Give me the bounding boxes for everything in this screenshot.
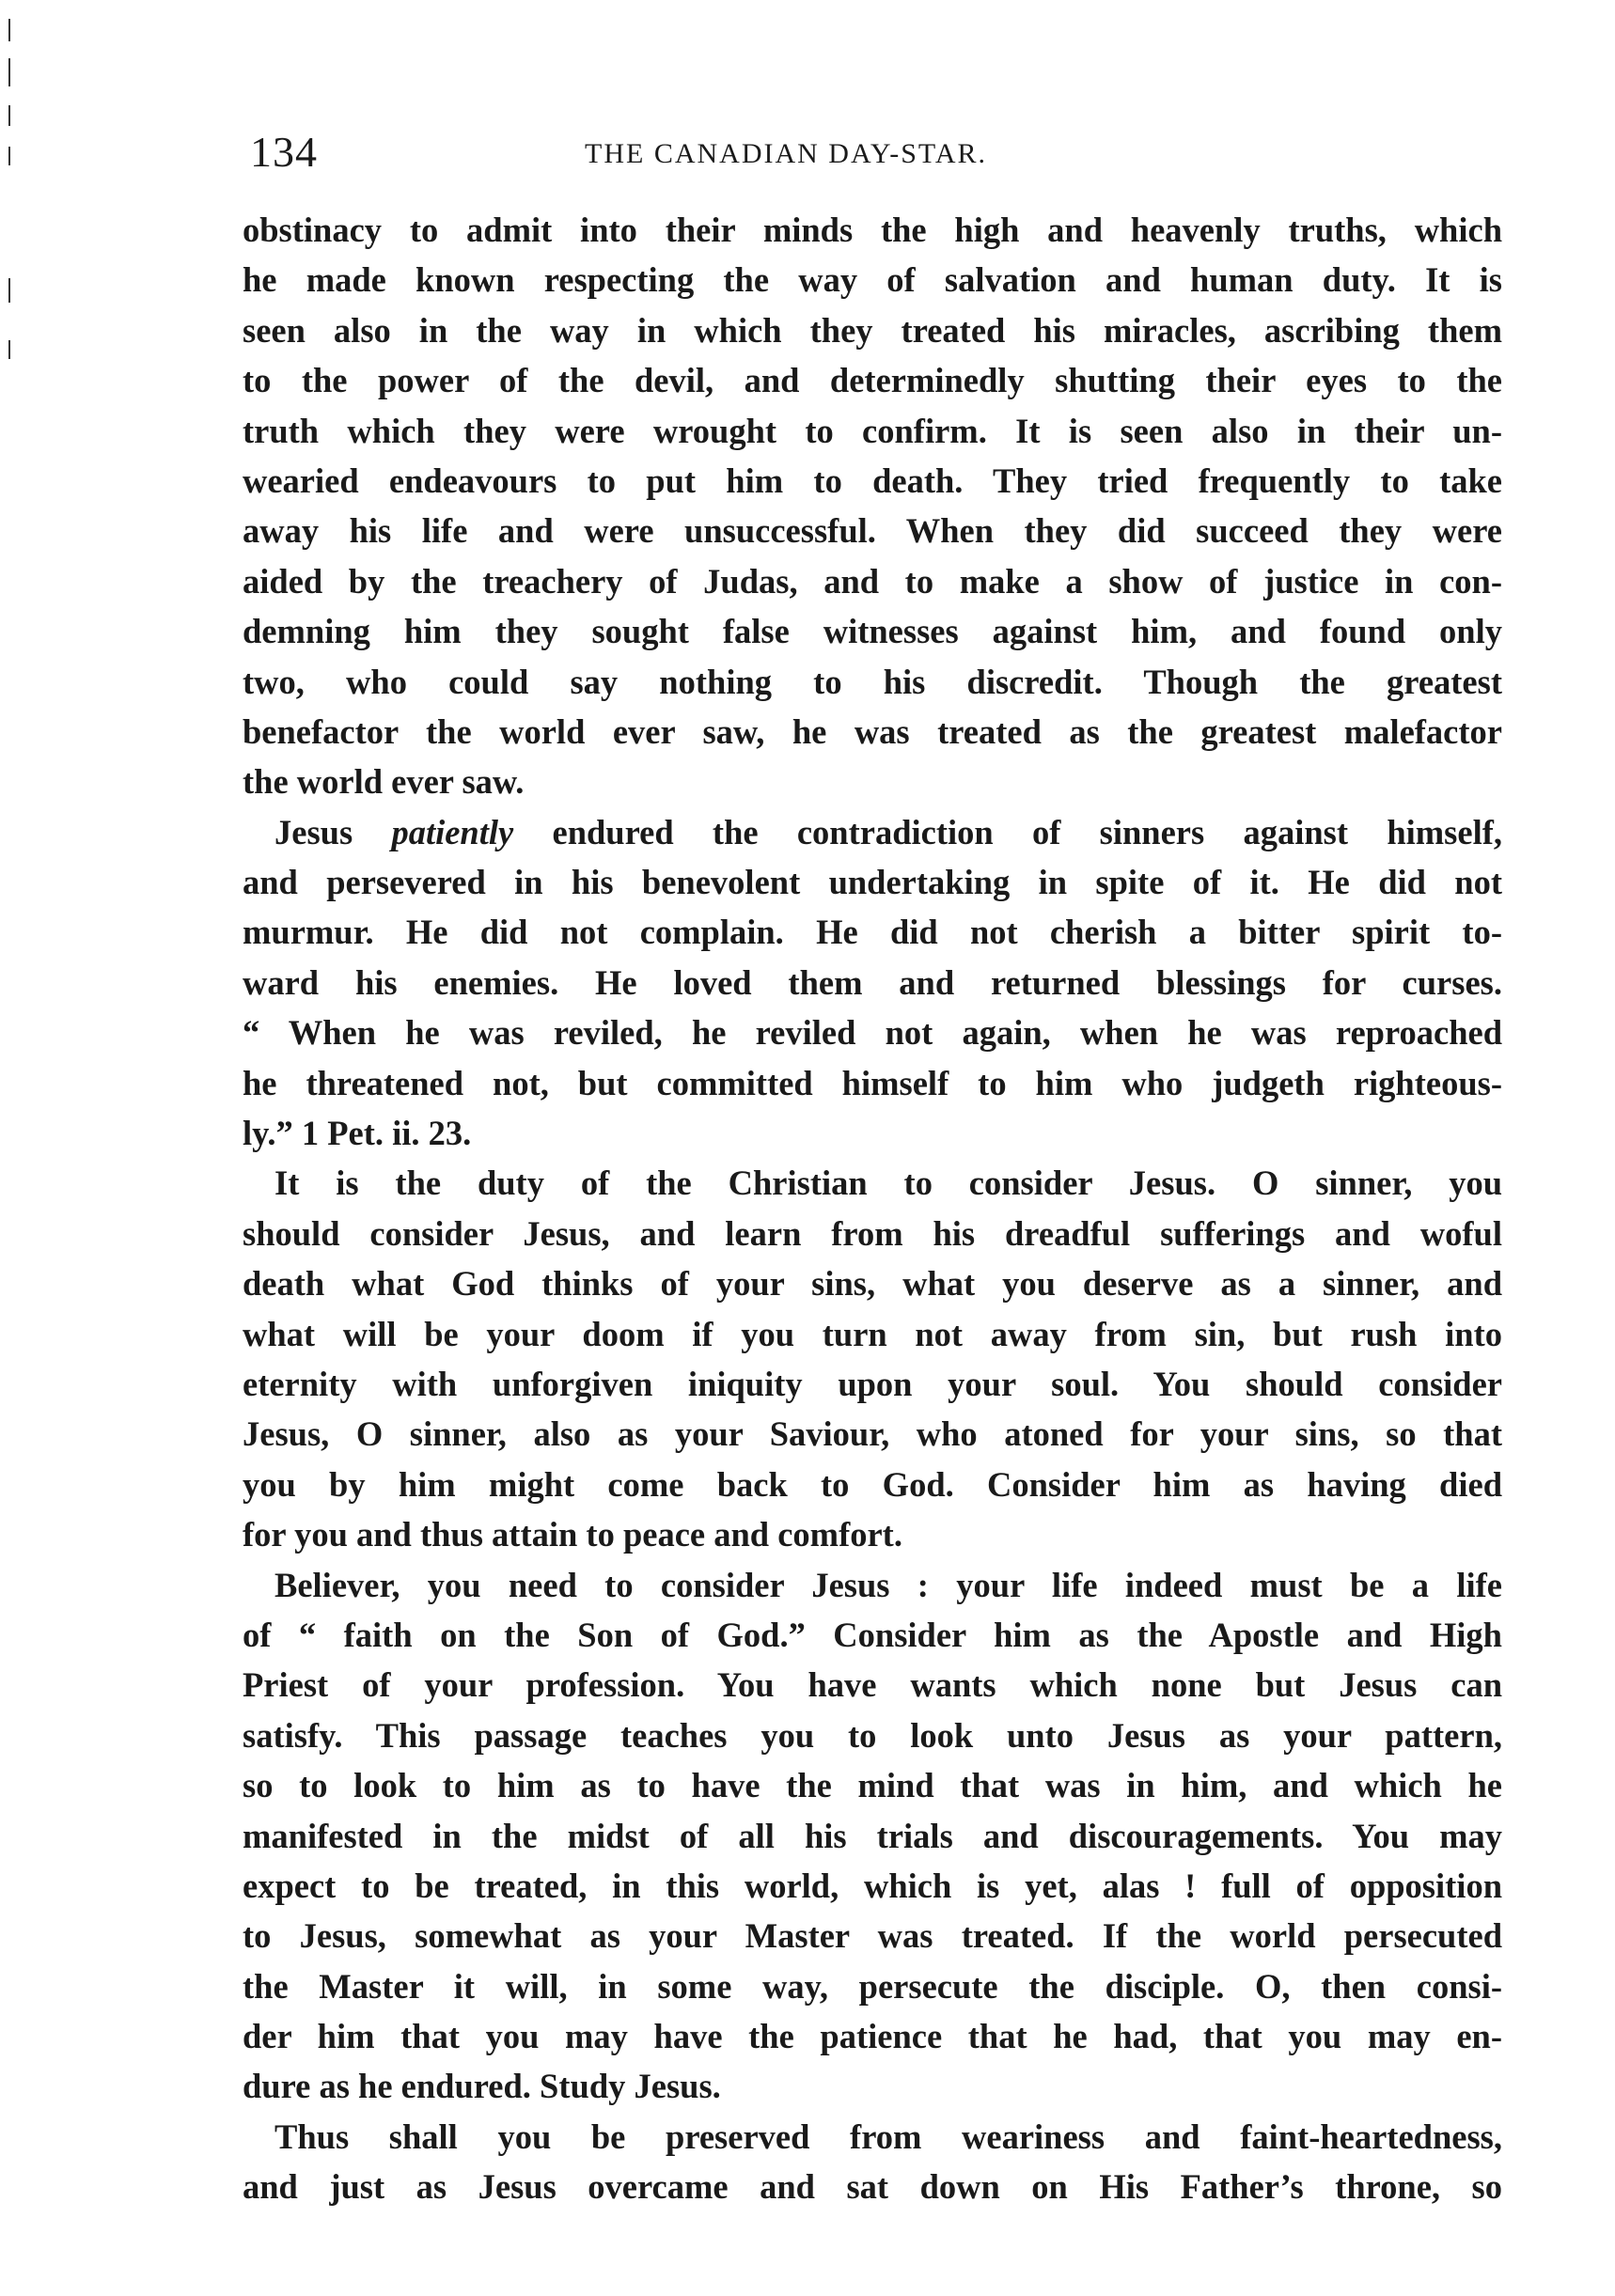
text-line: and persevered in his benevolent undertaking in spite of it. He did not [243,863,1502,902]
body-text [243,205,1502,2212]
page-number: 134 [250,128,318,176]
text-line: manifested in the midst of all his trials and discouragements. You may [243,1816,1502,1855]
text-line: expect to be treated, in this world, which is yet, alas ! full of opposition [243,1866,1502,1905]
text-line: two, who could say nothing to his discredit. Though the greatest [243,662,1502,701]
page-header [250,124,1500,180]
text-line: murmur. He did not complain. He did not cherish a bitter spirit to- [243,913,1502,952]
text-line: and just as Jesus overcame and sat down on His Father’s throne, so [243,2167,1502,2207]
text-line: Jesus, O sinner, also as your Saviour, who atoned for your sins, so that [243,1414,1502,1454]
text-line: demning him they sought false witnesses against him, and found only [243,612,1502,651]
text-line: wearied endeavours to put him to death. They tried frequently to take [243,461,1502,500]
text-line: Believer, you need to consider Jesus : your life indeed must be a life [274,1565,1502,1604]
text-segment: endured the contradiction of sinners against himself, [513,812,1502,851]
running-title: THE CANADIAN DAY-STAR. [585,138,987,169]
text-line: should consider Jesus, and learn from his dreadful sufferings and woful [243,1213,1502,1253]
text-line: “ When he was reviled, he reviled not again, when he was reproached [243,1013,1502,1053]
text-line: he threatened not, but committed himself to him who judgeth righteous- [243,1063,1502,1102]
text-line: satisfy. This passage teaches you to look unto Jesus as your pattern, [243,1715,1502,1755]
text-line: benefactor the world ever saw, he was treated as the greatest malefactor [243,711,1502,751]
text-line: of “ faith on the Son of God.” Consider him as the Apostle and High [243,1615,1502,1654]
text-line: to Jesus, somewhat as your Master was treated. If the world persecuted [243,1916,1502,1956]
text-line: he made known respecting the way of salvation and human duty. It is [243,260,1502,300]
text-line: the world ever saw. [243,762,525,802]
margin-scan-marks [8,19,11,357]
text-line: what will be your doom if you turn not away from sin, but rush into [243,1314,1502,1353]
text-line: for you and thus attain to peace and comfort. [243,1515,902,1554]
text-line: dure as he endured. Study Jesus. [243,2067,721,2106]
text-line: the Master it will, in some way, persecute the disciple. O, then consi- [243,1966,1502,2006]
text-line: eternity with unforgiven iniquity upon your soul. You should consider [243,1364,1502,1403]
text-line: truth which they were wrought to confirm. It is seen also in their un- [243,411,1502,450]
text-line: It is the duty of the Christian to consider Jesus. O sinner, you [274,1164,1502,1203]
text-segment: Jesus [274,812,392,851]
text-line: seen also in the way in which they treated his miracles, ascribing them [243,310,1502,350]
text-line: der him that you may have the patience that he had, that you may en- [243,2017,1502,2056]
text-line: Thus shall you be preserved from weariness and faint-heartedness, [274,2116,1502,2156]
text-line: you by him might come back to God. Consider him as having died [243,1464,1502,1504]
text-line: obstinacy to admit into their minds the high and heavenly truths, which [243,211,1502,249]
text-line: ly.” 1 Pet. ii. 23. [243,1114,472,1153]
text-line: aided by the treachery of Judas, and to make a show of justice in con- [243,561,1502,601]
text-line: away his life and were unsuccessful. When they did succeed they were [243,511,1502,551]
text-line: ward his enemies. He loved them and returned blessings for curses. [243,962,1502,1002]
text-line: so to look to him as to have the mind that was in him, and which he [243,1766,1502,1805]
text-line: Priest of your profession. You have wants which none but Jesus can [243,1665,1502,1705]
text-line: to the power of the devil, and determinedly shutting their eyes to the [243,361,1502,400]
text-line [243,807,1502,857]
text-line: death what God thinks of your sins, what you deserve as a sinner, and [243,1264,1502,1304]
emphasized-word: patiently [391,812,514,851]
